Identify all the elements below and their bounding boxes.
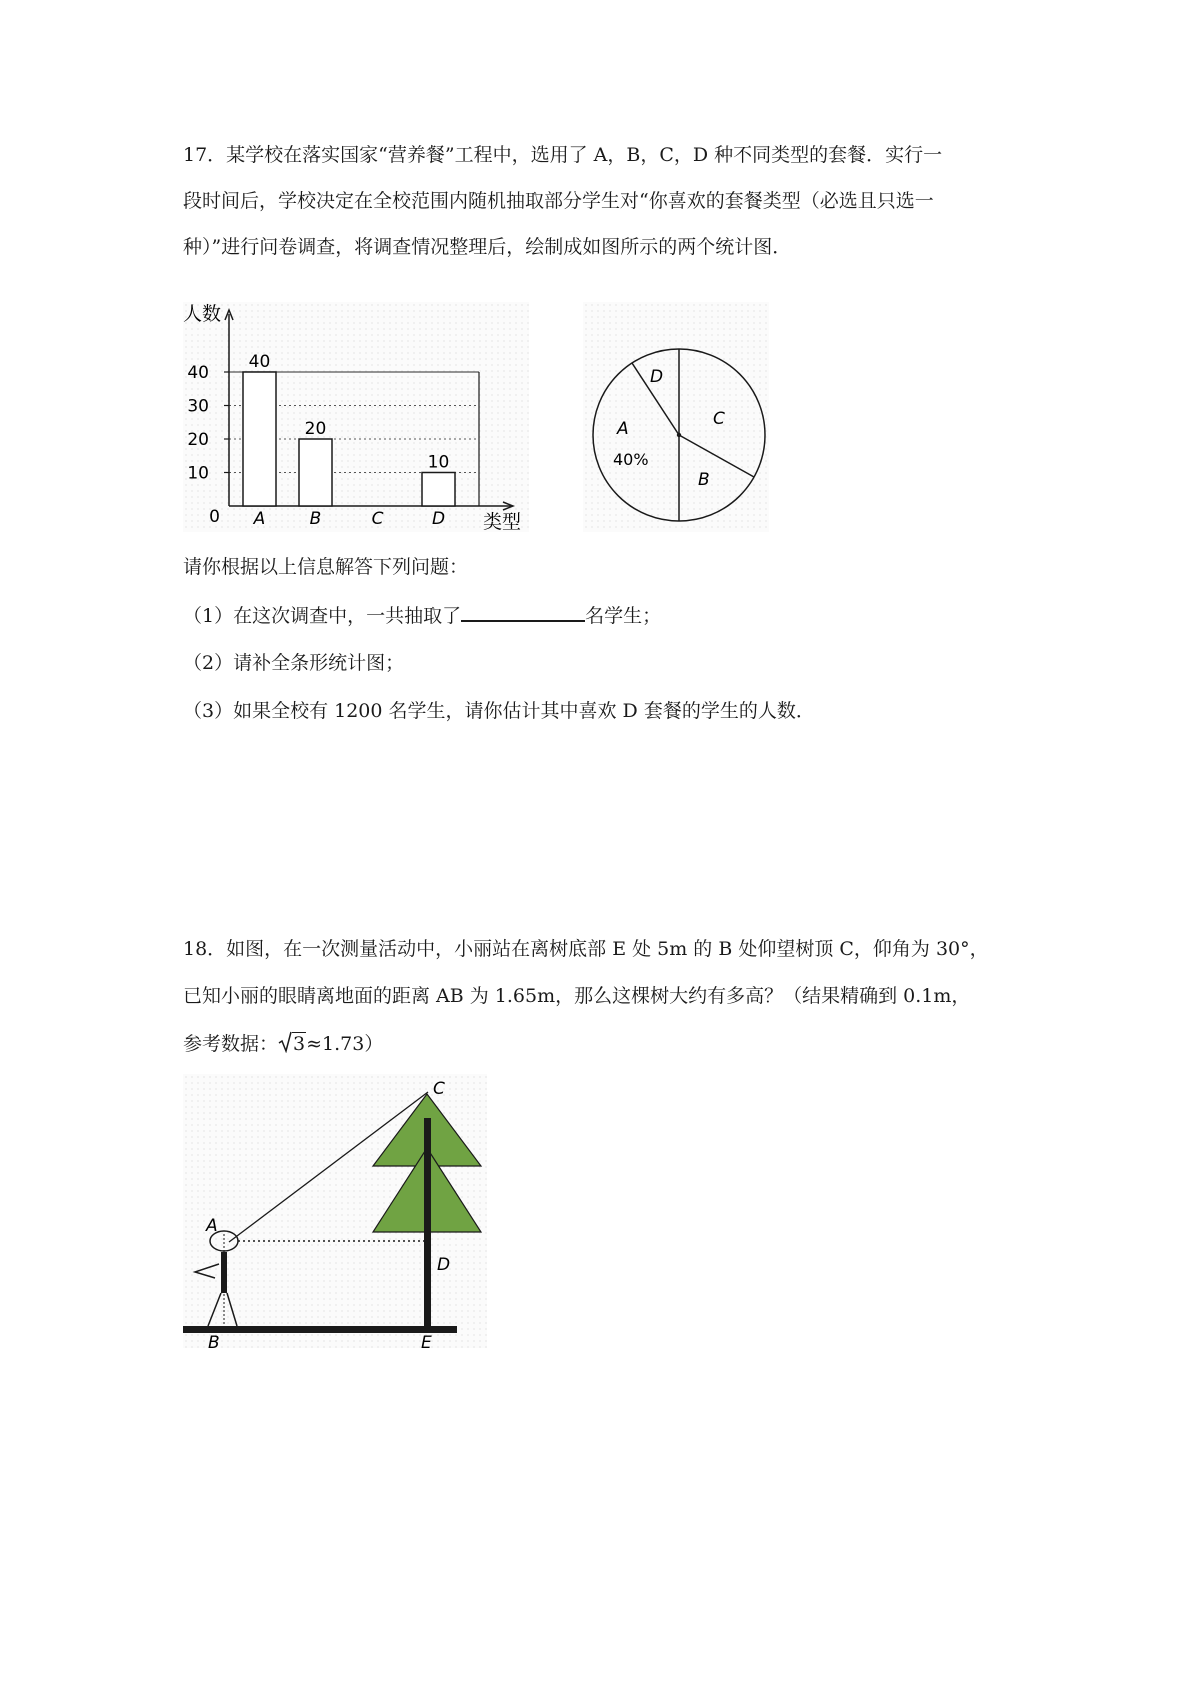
ground-line	[183, 1326, 457, 1333]
person-arms	[195, 1264, 219, 1278]
bar-value-label: 10	[427, 452, 450, 473]
bar-b	[299, 439, 332, 506]
point-c-label: C	[433, 1079, 445, 1099]
q18-line-3	[183, 1029, 1033, 1059]
pie-label-d: D	[650, 367, 664, 387]
person-right-leg	[227, 1293, 237, 1326]
q17-sub2: （2）请补全条形统计图；	[183, 652, 405, 674]
point-e-label: E	[421, 1333, 432, 1348]
y-axis-label: 人数	[183, 303, 222, 325]
pie-center	[677, 433, 681, 437]
q17-prompt: 请你根据以上信息解答下列问题：	[183, 556, 469, 578]
person-left-leg	[208, 1293, 221, 1326]
bar-d	[422, 473, 455, 507]
x-axis-label: 类型	[483, 511, 522, 532]
pie-chart	[583, 302, 769, 532]
x-category-label: D	[431, 509, 446, 529]
point-d-label: D	[437, 1255, 451, 1275]
q17-sub1	[183, 601, 1033, 631]
pie-annotation-a: 40%	[613, 450, 649, 469]
q17-sub1-tail: 名学生；	[585, 605, 662, 627]
origin-label: 0	[209, 507, 220, 527]
tree-figure-svg	[183, 1074, 487, 1348]
tree-trunk	[424, 1118, 431, 1330]
q17-line-3: 种）”进行问卷调查，将调查情况整理后，绘制成如图所示的两个统计图．	[183, 236, 792, 258]
x-category-label: A	[253, 509, 266, 529]
pie-chart-svg	[583, 302, 769, 532]
q18-line-2: 已知小丽的眼睛离地面的距离 AB 为 1.65m，那么这棵树大约有多高？（结果精确到 0.1m，	[183, 985, 971, 1007]
point-a-label: A	[206, 1216, 218, 1236]
q17-line-1: 17．某学校在落实国家“营养餐”工程中，选用了 A，B，C，D 种不同类型的套餐．实行一	[183, 144, 943, 166]
sqrt-radicand: 3	[293, 1033, 306, 1055]
pie-boundary-b-c	[679, 435, 754, 477]
point-b-label: B	[208, 1333, 220, 1348]
q18-ref-label: 参考数据：	[183, 1033, 279, 1055]
q17-sub3: （3）如果全校有 1200 名学生，请你估计其中喜欢 D 套餐的学生的人数．	[183, 700, 815, 722]
pie-label-a: A	[617, 419, 629, 439]
y-tick-label: 40	[187, 363, 209, 383]
bar-value-label: 40	[248, 352, 271, 372]
pie-label-b: B	[698, 470, 710, 490]
answer-blank[interactable]	[461, 602, 585, 622]
pie-label-c: C	[713, 409, 725, 429]
bar-chart	[183, 302, 529, 532]
person-body	[221, 1252, 227, 1293]
x-category-label: B	[309, 509, 322, 529]
tree-figure	[183, 1074, 487, 1348]
bar-value-label: 20	[304, 419, 327, 439]
q18-line-1: 18．如图，在一次测量活动中，小丽站在离树底部 E 处 5m 的 B 处仰望树顶 C，仰角为 30°，	[183, 938, 989, 960]
bar-chart-svg	[183, 302, 529, 532]
q17-sub1-text: （1）在这次调查中，一共抽取了	[183, 605, 462, 627]
q18-ref-value: ≈1.73）	[306, 1033, 384, 1055]
sqrt-symbol	[278, 1029, 306, 1059]
x-category-label: C	[371, 509, 384, 529]
bar-a	[243, 372, 276, 506]
y-tick-label: 30	[187, 396, 209, 417]
y-tick-label: 20	[187, 430, 209, 450]
radical-sign-icon	[278, 1031, 292, 1053]
q17-line-2: 段时间后，学校决定在全校范围内随机抽取部分学生对“你喜欢的套餐类型（必选且只选一	[183, 190, 934, 212]
y-tick-label: 10	[187, 463, 209, 484]
